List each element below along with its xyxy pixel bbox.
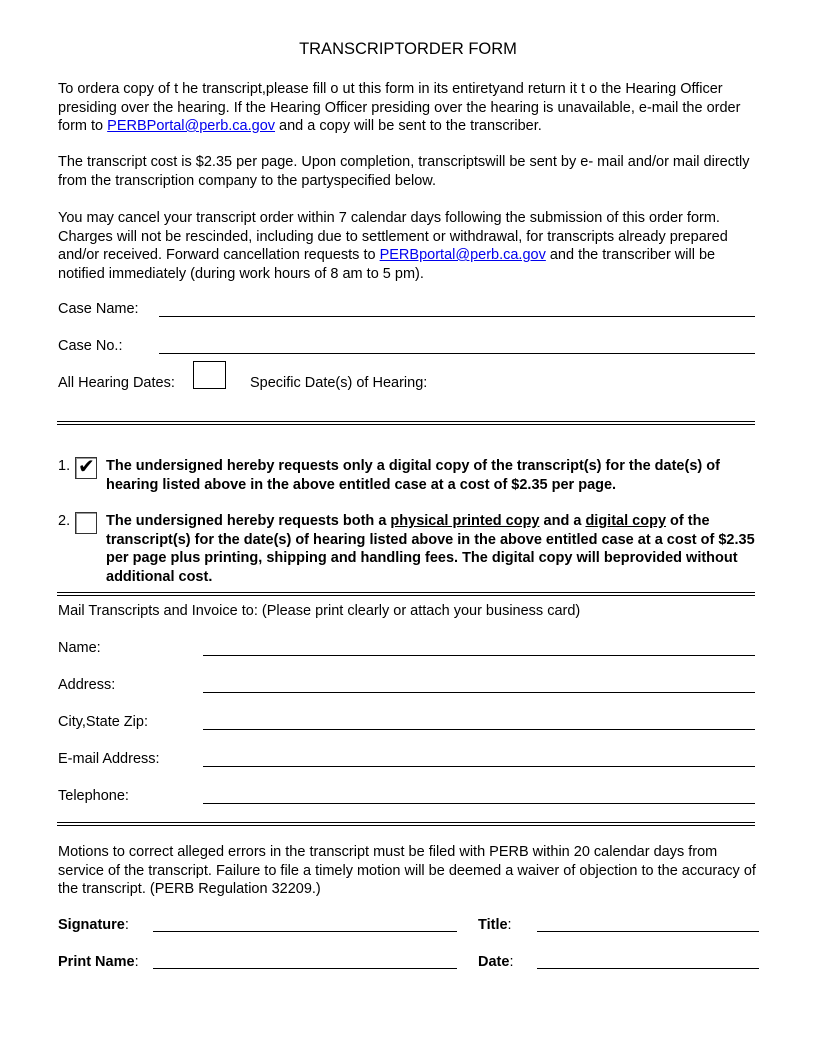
all-hearing-dates-label: All Hearing Dates:: [58, 375, 175, 391]
mail-phone-field[interactable]: [203, 803, 755, 804]
signature-label-text: Signature: [58, 917, 125, 933]
option-2-text-a: The undersigned hereby requests both a: [106, 513, 391, 529]
date-label-text: Date: [478, 954, 510, 970]
mail-city-field[interactable]: [203, 729, 755, 730]
intro-p3-text: You may cancel your transcript order within 7 calendar days following the submission of this order form. Charges will not be rescinded, including due to settlement or withdrawal, for transcripts already prepared and/or received. Forward cancellation requests to: [58, 210, 728, 263]
case-no-field[interactable]: [159, 353, 755, 354]
intro-p1-tail: and a copy will be sent to the transcriber.: [275, 118, 542, 134]
option-1-checkbox[interactable]: [75, 454, 97, 479]
option-2-text: [106, 512, 766, 586]
motions-paragraph: Motions to correct alleged errors in the transcript must be filed with PERB within 20 calendar days from service of the transcript. Failure to file a timely motion will be deemed a waiver of objection to the accuracy of the transcript. (PERB Regulation 32209.): [58, 844, 756, 897]
case-no-label: Case No.:: [58, 338, 123, 354]
option-2-digital-copy: digital copy: [585, 513, 667, 529]
intro-paragraph-2: The transcript cost is $2.35 per page. Upon completion, transcriptswill be sent by e- mail and/or mail directly from the transcription company to the partyspecified below.: [58, 154, 750, 189]
option-2-text-b: and a: [539, 513, 586, 529]
section-divider-2: [57, 592, 755, 596]
print-name-label-text: Print Name: [58, 954, 135, 970]
title-field[interactable]: [537, 931, 759, 932]
mail-name-label: Name:: [58, 640, 101, 656]
mail-email-field[interactable]: [203, 766, 755, 767]
case-name-field[interactable]: [159, 316, 755, 317]
title-label: [478, 917, 512, 933]
intro-paragraph-1: [58, 80, 760, 136]
date-colon: :: [509, 954, 514, 970]
intro-paragraph-3: [58, 209, 760, 283]
case-name-label: Case Name:: [58, 301, 139, 317]
specific-dates-label: Specific Date(s) of Hearing:: [250, 375, 428, 391]
all-hearing-dates-checkbox[interactable]: [193, 361, 226, 389]
mail-address-label: Address:: [58, 677, 116, 693]
signature-label: [58, 917, 129, 933]
option-2-checkbox[interactable]: [75, 512, 97, 534]
date-field[interactable]: [537, 968, 759, 969]
print-name-colon: :: [134, 954, 139, 970]
section-divider-1: [57, 421, 755, 425]
signature-colon: :: [124, 917, 129, 933]
option-2-physical-copy: physical printed copy: [390, 513, 540, 529]
intro-p3-tail: and the transcriber will be notified immediately (during work hours of 8 am to 5 pm).: [58, 247, 716, 282]
mail-email-label: E-mail Address:: [58, 751, 160, 767]
perb-email-link-2[interactable]: PERBportal@perb.ca.gov: [379, 247, 546, 263]
option-2-text-c: of the transcript(s) for the date(s) of hearing listed above in the above entitled case at a cost of $2.35 per page plus printing, shipping and handling fees. The digital copy will beprovided without additional cost.: [106, 513, 755, 585]
date-label: [478, 954, 513, 970]
print-name-label: [58, 954, 139, 970]
intro-p1-text: To ordera copy of t he transcript,please fill o ut this form in its entiretyand return it t o the Hearing Officer presiding over the hearing. If the Hearing Officer presiding over the hearing is unavailable, e-mail the order form to: [58, 81, 741, 134]
mail-heading: Mail Transcripts and Invoice to: (Please print clearly or attach your business card): [58, 603, 581, 619]
title-label-text: Title: [478, 917, 508, 933]
form-title: TRANSCRIPTORDER FORM: [299, 40, 517, 58]
option-1-text: The undersigned hereby requests only a digital copy of the transcript(s) for the date(s) of hearing listed above in the above entitled case at a cost of $2.35 per page.: [106, 458, 720, 493]
option-1-number: 1.: [58, 458, 71, 474]
mail-phone-label: Telephone:: [58, 788, 129, 804]
option-2-number: 2.: [58, 513, 71, 529]
mail-city-label: City,State Zip:: [58, 714, 148, 730]
perb-email-link-1[interactable]: PERBPortal@perb.ca.gov: [107, 118, 276, 134]
title-colon: :: [507, 917, 512, 933]
mail-name-field[interactable]: [203, 655, 755, 656]
checkmark-icon: ✔: [78, 454, 95, 478]
signature-field[interactable]: [153, 931, 457, 932]
section-divider-3: [57, 822, 755, 826]
mail-address-field[interactable]: [203, 692, 755, 693]
print-name-field[interactable]: [153, 968, 457, 969]
